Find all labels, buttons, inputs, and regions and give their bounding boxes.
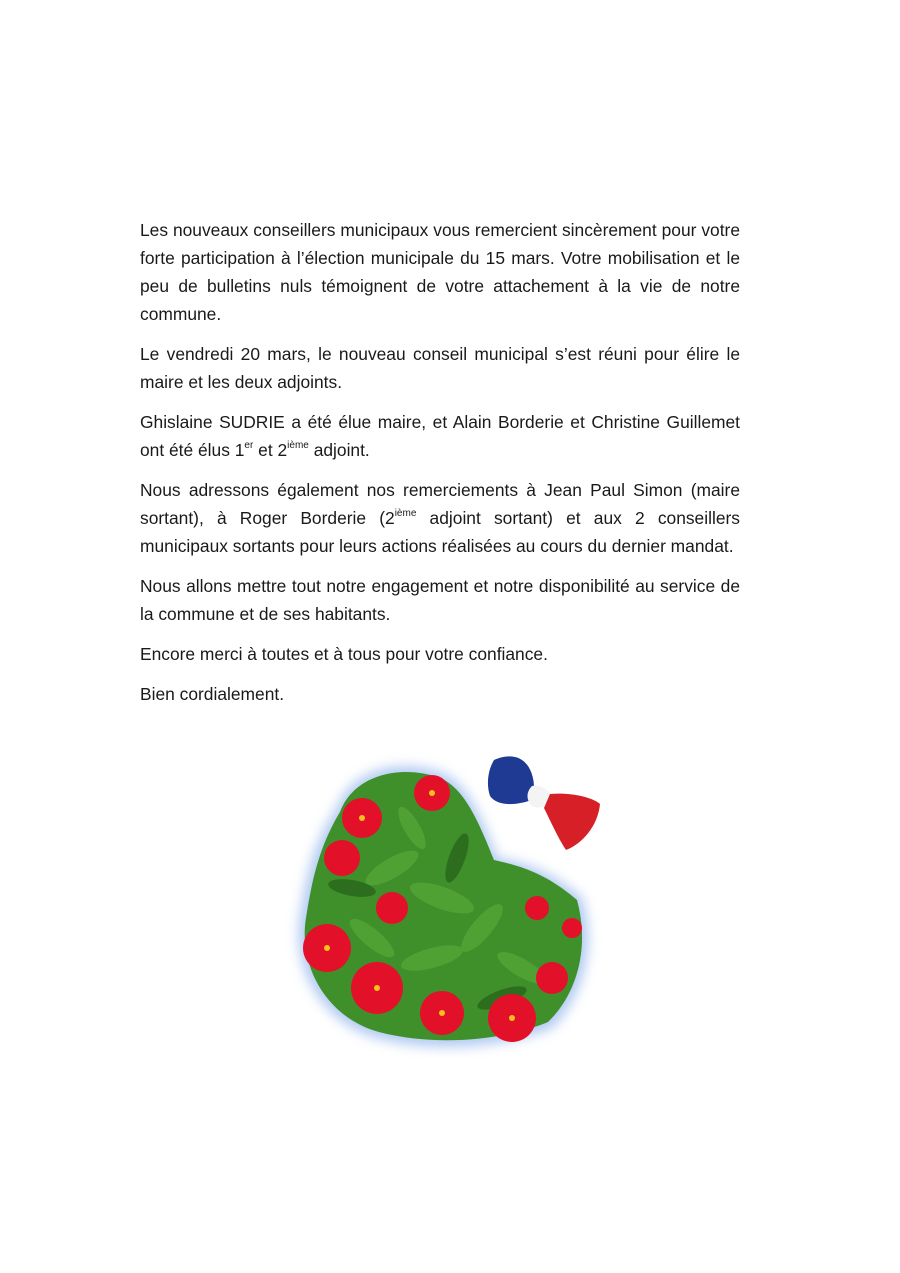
text: adjoint. [308,440,370,460]
superscript: ième [394,508,417,520]
letter-body [140,216,740,720]
paragraph-acknowledgements [140,476,740,560]
superscript: ième [287,440,309,452]
french-flag-bow-icon [488,756,600,850]
superscript: er [244,440,254,452]
paragraph-council-meeting: Le vendredi 20 mars, le nouveau conseil municipal s’est réuni pour élire le maire et les deux adjoints. [140,344,740,392]
paragraph-signoff: Bien cordialement. [140,684,285,704]
paragraph-election-results [140,408,740,464]
text: Ghislaine SUDRIE a été élue maire, et Alain Borderie et Christine Guillemet ont été élus 1 [140,412,740,460]
text: adjoint sortant) et aux 2 conseillers municipaux sortants pour leurs actions réalisées au cours du dernier mandat. [140,508,740,556]
flowers-illustration [282,748,612,1058]
text: et 2 [253,440,288,460]
paragraph-thanks: Les nouveaux conseillers municipaux vous remercient sincèrement pour votre forte participation à l’élection municipale du 15 mars. Votre mobilisation et le peu de bulletins nuls témoignent de votre attachement à la vie de notre commune. [140,220,740,324]
paragraph-closing-thanks: Encore merci à toutes et à tous pour votre confiance. [140,644,548,664]
text: Nous adressons également nos remerciements à Jean Paul Simon (maire sortant), à Roger Borderie (2 [140,480,740,528]
paragraph-commitment: Nous allons mettre tout notre engagement et notre disponibilité au service de la commune et de ses habitants. [140,576,740,624]
